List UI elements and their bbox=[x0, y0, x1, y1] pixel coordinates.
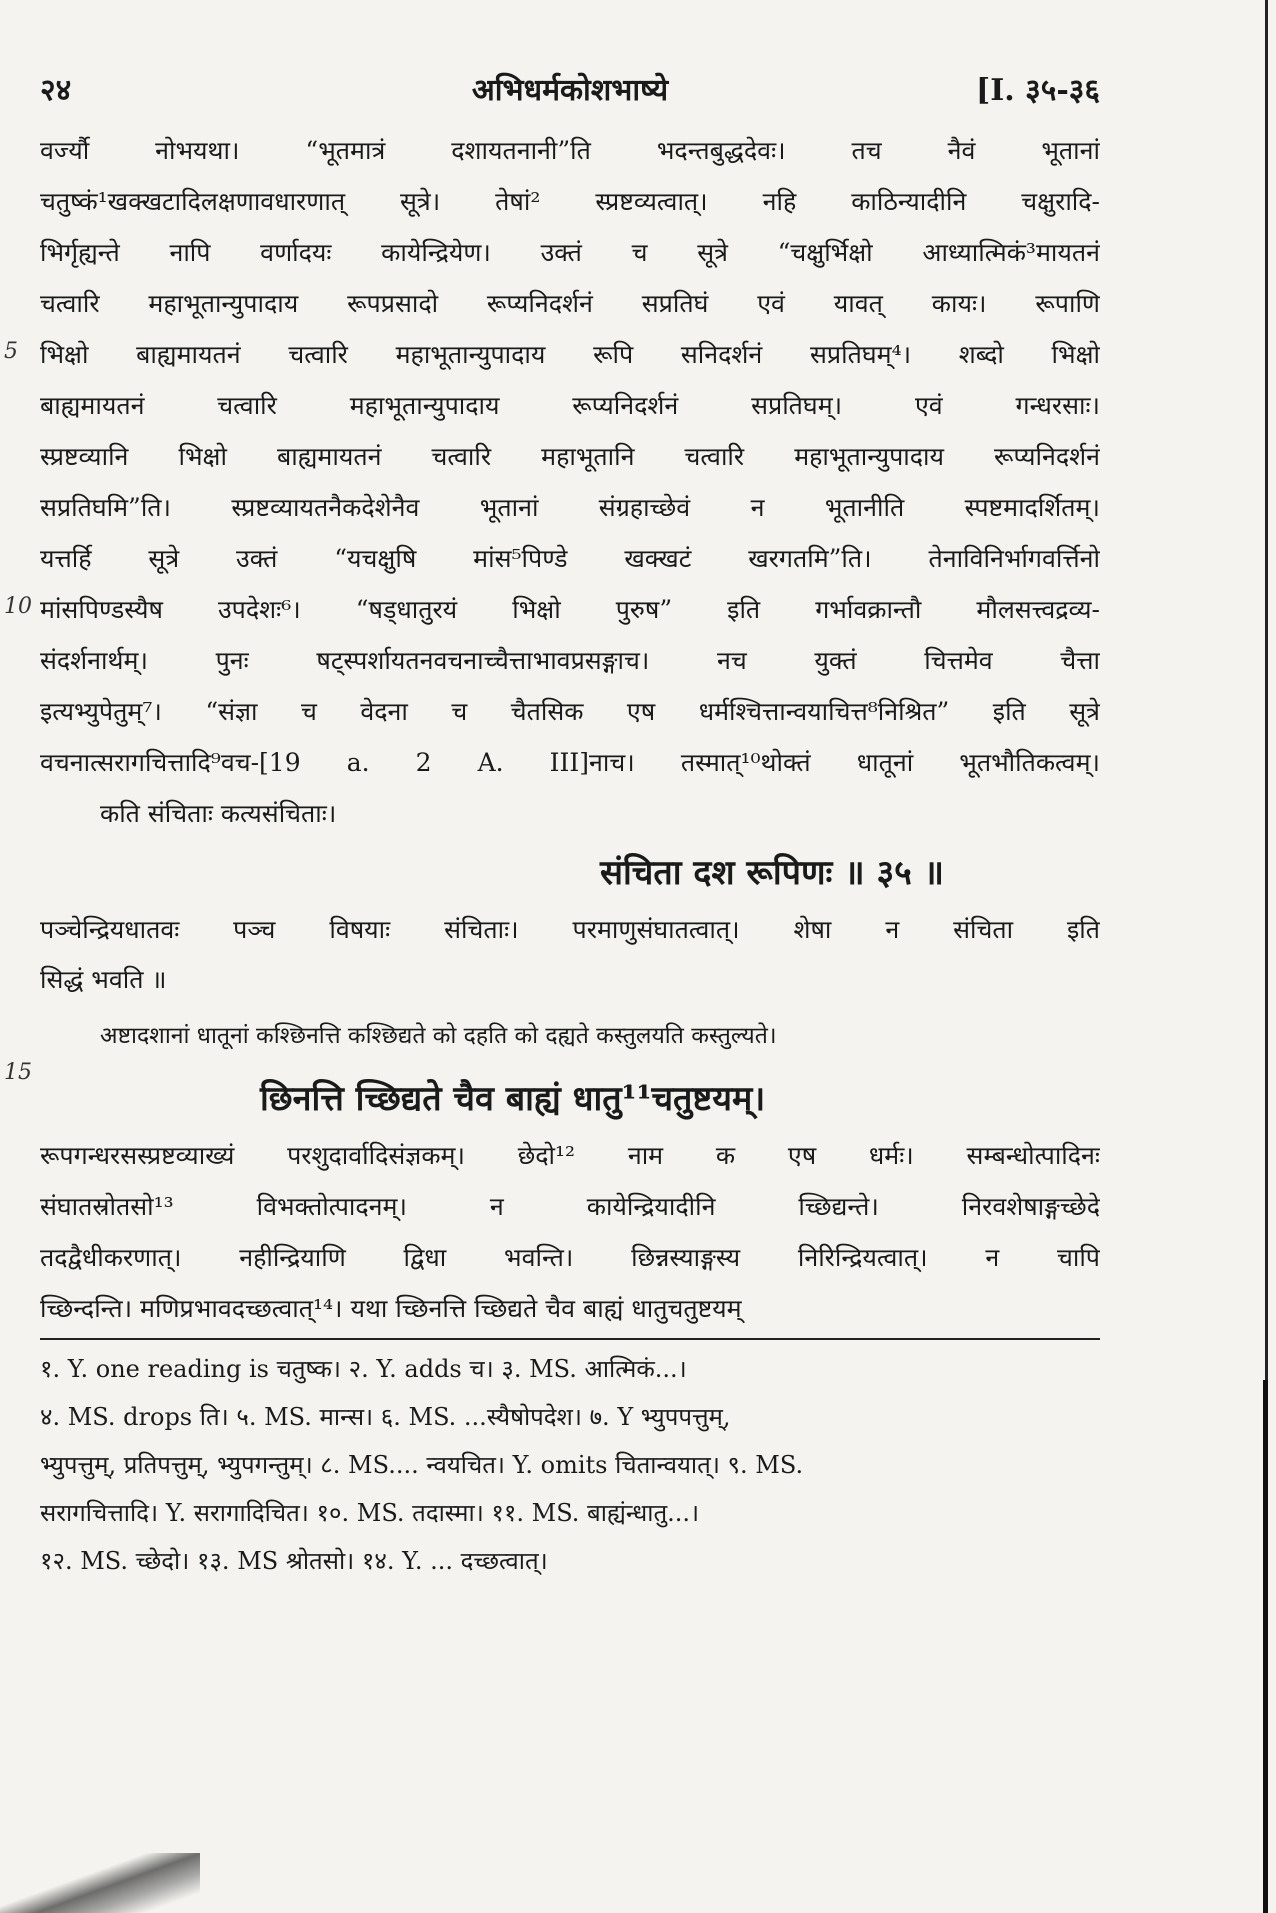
scan-smudge bbox=[0, 1853, 200, 1913]
line-marker: 10 bbox=[4, 594, 32, 619]
page-header bbox=[40, 68, 1100, 108]
footnote-line: ४. MS. drops ति। ५. MS. मान्स। ६. MS. ...स्यैषोपदेश। ७. Y भ्युपपत्तुम्, bbox=[40, 1403, 731, 1431]
body-line: इत्यभ्युपेतुम्⁷। “संज्ञा च वेदना च चैतसिक एष धर्मश्चित्तान्वयाचित्त⁸निश्रित” इति सूत्रे bbox=[40, 697, 1100, 726]
commentary-line: पञ्चेन्द्रियधातवः पञ्च विषयाः संचिताः। परमाणुसंघातत्वात्। शेषा न संचिता इति bbox=[40, 915, 1100, 944]
footnote-line: १. Y. one reading is चतुष्क। २. Y. adds च। ३. MS. आत्मिकं...। bbox=[40, 1355, 687, 1383]
question-line: कति संचिताः कत्यसंचिताः। bbox=[100, 799, 337, 828]
body-line: भिक्षो बाह्यमायतनं चत्वारि महाभूतान्युपादाय रूपि सनिदर्शनं सप्रतिघम्⁴। शब्दो भिक्षो bbox=[40, 340, 1100, 369]
line-marker: 15 bbox=[4, 1060, 32, 1085]
footnote-line: १२. MS. च्छेदो। १३. MS श्रोतसो। १४. Y. ... दच्छत्वात्। bbox=[40, 1547, 548, 1575]
verse-reference: [I. ३५-३६ bbox=[976, 73, 1100, 108]
commentary-line: संघातस्रोतसो¹³ विभक्तोत्पादनम्। न कायेन्द्रियादीनि च्छिद्यन्ते। निरवशेषाङ्गच्छेदे bbox=[40, 1192, 1100, 1221]
body-line: सप्रतिघमि”ति। स्प्रष्टव्यायतनैकदेशेनैव भूतानां संग्रहाच्छेवं न भूतानीति स्पष्टमादर्शितम्। bbox=[40, 493, 1100, 522]
commentary-line: रूपगन्धरसस्प्रष्टव्याख्यं परशुदार्वादिसंज्ञकम्। छेदो¹² नाम क एष धर्मः। सम्बन्धोत्पादिनः bbox=[40, 1141, 1100, 1170]
body-line: वचनात्सरागचित्तादि⁹वच-[19 a. 2 A. III]नाच। तस्मात्¹⁰थोक्तं धातूनां भूतभौतिकत्वम्। bbox=[40, 748, 1100, 777]
body-line: संदर्शनार्थम्। पुनः षट्स्पर्शायतनवचनाच्चैत्ताभावप्रसङ्गाच। नच युक्तं चित्तमेव चैत्ता bbox=[40, 646, 1100, 675]
page-number: २४ bbox=[40, 73, 72, 108]
body-line: वर्ज्यौ नोभयथा। “भूतमात्रं दशायतनानी”ति भदन्तबुद्धदेवः। तच नैवं भूतानां bbox=[40, 136, 1100, 165]
body-line: स्प्रष्टव्यानि भिक्षो बाह्यमायतनं चत्वारि महाभूतानि चत्वारि महाभूतान्युपादाय रूप्यनिदर्शनं bbox=[40, 442, 1100, 471]
question-36: अष्टादशानां धातूनां कश्छिनत्ति कश्छिद्यते को दहति को दह्यते कस्तुलयति कस्तुल्यते। bbox=[100, 1023, 777, 1049]
verse-36: छिनत्ति च्छिद्यते चैव बाह्यं धातु¹¹चतुष्टयम्। bbox=[260, 1079, 766, 1119]
body-line: भिर्गृह्यन्ते नापि वर्णादयः कायेन्द्रियेण। उक्तं च सूत्रे “चक्षुर्भिक्षो आध्यात्मिकं³मायतनं bbox=[40, 238, 1100, 267]
body-line: चत्वारि महाभूतान्युपादाय रूपप्रसादो रूप्यनिदर्शनं सप्रतिघं एवं यावत् कायः। रूपाणि bbox=[40, 289, 1100, 318]
page-edge-shadow-dark bbox=[1263, 1380, 1268, 1913]
commentary-line: च्छिन्दन्ति। मणिप्रभावदच्छत्वात्¹⁴। यथा च्छिनत्ति च्छिद्यते चैव बाह्यं धातुचतुष्टयम् bbox=[40, 1294, 742, 1323]
body-line: बाह्यमायतनं चत्वारि महाभूतान्युपादाय रूप्यनिदर्शनं सप्रतिघम्। एवं गन्धरसाः। bbox=[40, 391, 1100, 420]
body-line: मांसपिण्डस्यैष उपदेशः⁶। “षड्धातुरयं भिक्षो पुरुष” इति गर्भावक्रान्तौ मौलसत्त्वद्रव्य- bbox=[40, 595, 1100, 624]
commentary-line: तदद्वैधीकरणात्। नहीन्द्रियाणि द्विधा भवन्ति। छिन्नस्याङ्गस्य निरिन्द्रियत्वात्। न चापि bbox=[40, 1243, 1100, 1272]
commentary-line: सिद्धं भवति ॥ bbox=[40, 965, 167, 994]
running-title: अभिधर्मकोशभाष्ये bbox=[471, 73, 669, 108]
body-line: चतुष्कं¹खक्खटादिलक्षणावधारणात् सूत्रे। तेषां² स्प्रष्टव्यत्वात्। नहि काठिन्यादीनि चक्षुरादि- bbox=[40, 187, 1100, 216]
footnote-line: भ्युपत्तुम्, प्रतिपत्तुम्, भ्युपगन्तुम्। ८. MS.... न्वयचित। Y. omits चितान्वयात्। ९. MS. bbox=[40, 1451, 804, 1479]
line-marker: 5 bbox=[4, 339, 18, 364]
verse-35: संचिता दश रूपिणः ॥ ३५ ॥ bbox=[600, 853, 945, 893]
footnote-rule bbox=[40, 1338, 1100, 1340]
body-line: यत्तर्हि सूत्रे उक्तं “यचक्षुषि मांस⁵पिण्डे खक्खटं खरगतमि”ति। तेनाविनिर्भागवर्त्तिनो bbox=[40, 544, 1100, 573]
footnote-line: सरागचित्तादि। Y. सरागादिचित। १०. MS. तदास्मा। ११. MS. बाह्यंन्धातु...। bbox=[40, 1499, 700, 1527]
